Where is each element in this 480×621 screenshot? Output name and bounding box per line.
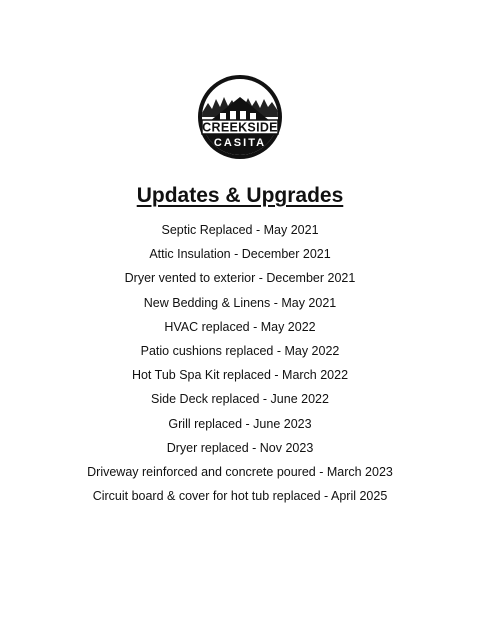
list-item: Dryer replaced - Nov 2023 bbox=[166, 440, 314, 455]
list-item: Grill replaced - June 2023 bbox=[168, 416, 312, 431]
list-item: Dryer vented to exterior - December 2021 bbox=[124, 271, 356, 286]
list-item: New Bedding & Linens - May 2021 bbox=[143, 295, 337, 310]
list-item: Side Deck replaced - June 2022 bbox=[151, 392, 329, 407]
logo-emblem bbox=[196, 73, 284, 161]
list-item: Attic Insulation - December 2021 bbox=[149, 247, 331, 262]
page-title: Updates & Upgrades bbox=[136, 184, 344, 207]
upgrade-list bbox=[0, 220, 480, 510]
list-item: Driveway reinforced and concrete poured - March 2023 bbox=[87, 464, 393, 479]
list-item: Circuit board & cover for hot tub replaced - April 2025 bbox=[92, 489, 388, 504]
list-item: Patio cushions replaced - May 2022 bbox=[140, 343, 340, 358]
list-item: Hot Tub Spa Kit replaced - March 2022 bbox=[131, 368, 349, 383]
creekside-casita-logo bbox=[196, 73, 284, 161]
list-item: HVAC replaced - May 2022 bbox=[164, 319, 316, 334]
logo-text-line1: CREEKSIDE bbox=[202, 120, 278, 135]
list-item: Septic Replaced - May 2021 bbox=[161, 223, 319, 237]
logo-text-line2: CASITA bbox=[213, 137, 267, 149]
